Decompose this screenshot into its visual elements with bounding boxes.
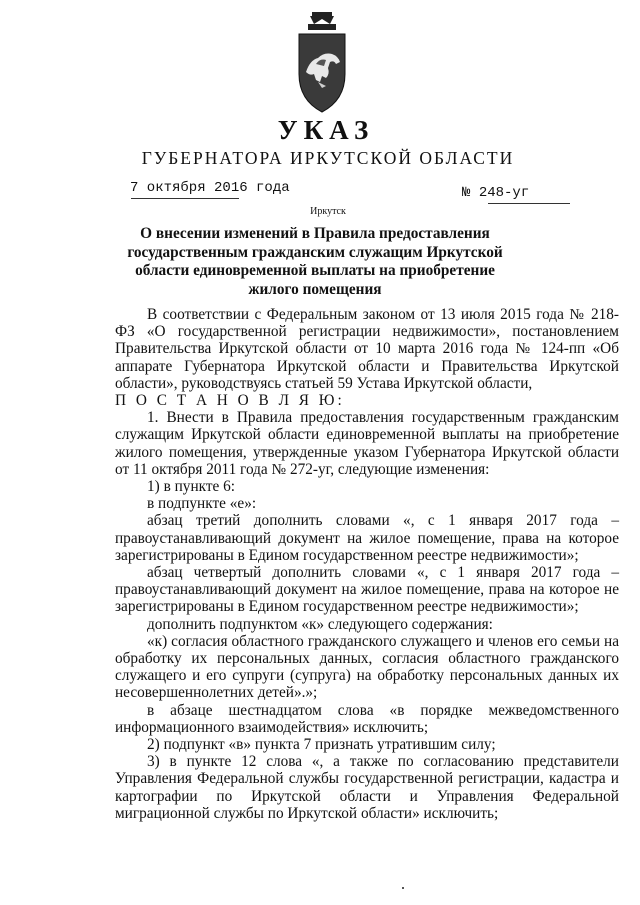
item-2: 2) подпункт «в» пункта 7 признать утратившим силу; [147,736,496,754]
document-subtitle: ГУБЕРНАТОРА ИРКУТСКОЙ ОБЛАСТИ [141,148,515,168]
paragraph-k: «к) согласия областного гражданского служащего и членов его семьи на обработку их персональных данных, согласия областного гражданского служащего и его супруги (супруга) на обработку персональных данных их несовершеннолетних детей».»; [115,632,619,702]
paragraph-1: 1. Внести в Правила предоставления государственным гражданским служащим Иркутской области единовременной выплаты на приобретение жилого помещения, утвержденные указом Губернатора Иркутской области от 11 октября 2011 года № 272-уг, следующие изменения: [115,409,619,478]
document-date: 7 октября 2016 года [130,180,290,196]
paragraph-abzac-3: абзац третий дополнить словами «, с 1 января 2017 года – правоустанавливающий документ на жилое помещение, права на которое зарегистрированы в Едином государственном реестре недвижимости»; [115,512,619,564]
document-title: УКАЗ [277,115,375,145]
irkutsk-coat-of-arms-icon [296,12,348,116]
subitem-e: в подпункте «е»: [147,495,257,513]
scan-speck [402,887,404,889]
item-3: 3) в пункте 12 слова «, а также по согласованию представители Управления Федеральной службы государственной регистрации, кадастра и картографии по Иркутской области и Управления Федеральной миграционной службы по Иркутской области» исключить; [115,753,619,822]
number-sign: № [462,185,471,201]
decree-word: П О С Т А Н О В Л Я Ю: [115,392,345,410]
paragraph-abzac-16: в абзаце шестнадцатом слова «в порядке межведомственного информационного взаимодействия» исключить; [115,701,619,736]
preamble-paragraph: В соответствии с Федеральным законом от 13 июля 2015 года № 218-ФЗ «О государственной регистрации недвижимости», постановлением Правительства Иркутской области от 10 марта 2016 года № 124-пп «Об аппарате Губернатора Иркутской области и Правительства Иркутской области», руководствуясь статьей 59 Устава Иркутской области, [115,306,619,392]
paragraph-abzac-4: абзац четвертый дополнить словами «, с 1 января 2017 года – правоустанавливающий документ на жилое помещение, права на которое не зарегистрированы в Едином государственном реестре недвижимости»; [115,564,619,616]
document-number-line [462,185,529,201]
document-body [115,306,619,822]
paragraph-add-k: дополнить подпунктом «к» следующего содержания: [147,615,493,633]
date-underline [131,198,239,199]
item-1: 1) в пункте 6: [147,478,236,496]
document-heading: О внесении изменений в Правила предоставления государственным гражданским служащим Иркутской области единовременной выплаты на приобретение жилого помещения [127,225,503,298]
number-underline [488,203,570,204]
document-number: 248-уг [478,185,530,201]
document-city: Иркутск [310,206,346,217]
